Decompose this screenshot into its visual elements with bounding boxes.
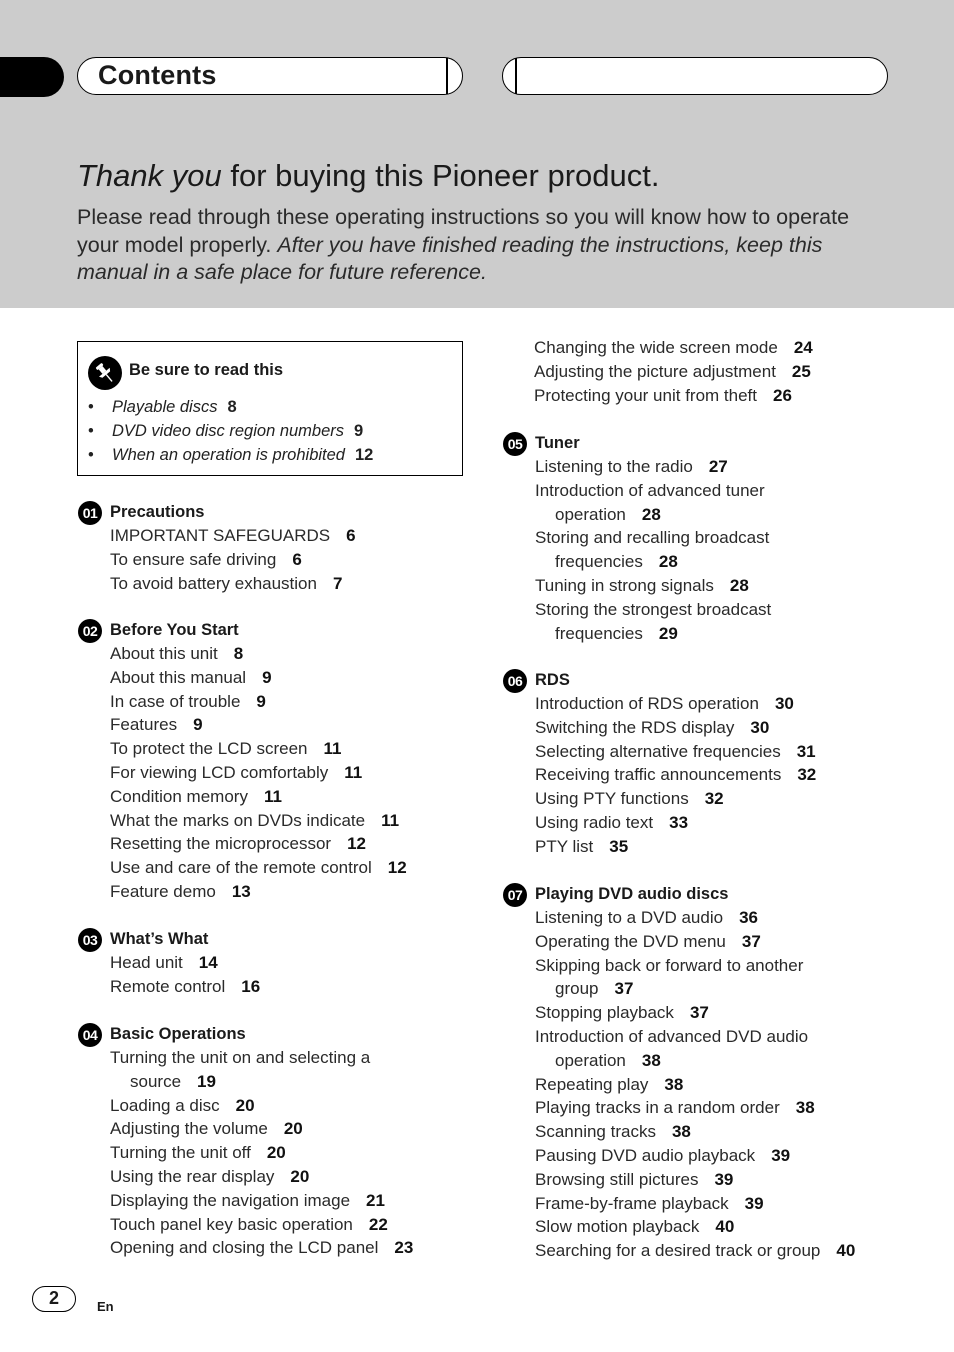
page-ref: 31 <box>796 741 816 761</box>
toc-entry[interactable] <box>503 763 816 787</box>
toc-entry-text: Operating the DVD menu <box>535 931 726 951</box>
section-title: Precautions <box>110 503 205 521</box>
toc-entry-text: Introduction of advanced DVD audio <box>535 1026 809 1046</box>
page-ref: 38 <box>795 1098 815 1118</box>
toc-entry[interactable] <box>78 832 407 856</box>
toc-entry[interactable] <box>503 716 816 740</box>
toc-entry[interactable] <box>503 479 771 503</box>
page-ref: 37 <box>614 979 634 999</box>
page-ref: 35 <box>609 836 629 856</box>
toc-entry-text: Selecting alternative frequencies <box>535 741 781 761</box>
be-sure-list <box>88 395 373 467</box>
section-title: Before You Start <box>110 621 239 639</box>
toc-entry-text: Use and care of the remote control <box>110 858 372 878</box>
toc-section-03 <box>78 927 260 999</box>
page-ref: 30 <box>774 694 794 713</box>
toc-entry-text: Adjusting the volume <box>110 1119 268 1139</box>
toc-entry-text: Using PTY functions <box>535 789 689 809</box>
page-ref: 32 <box>704 789 724 809</box>
toc-section-02 <box>78 618 407 904</box>
page-ref: 13 <box>231 881 251 901</box>
toc-entry[interactable] <box>503 930 855 954</box>
toc-entry[interactable] <box>503 977 855 1001</box>
toc-entry-text: Features <box>110 715 178 735</box>
section-heading <box>503 668 816 692</box>
toc-entry[interactable] <box>78 690 407 714</box>
toc-entry[interactable] <box>534 336 813 360</box>
page-ref: 11 <box>344 762 363 782</box>
toc-entry-text: About this manual <box>110 667 247 687</box>
toc-entry[interactable] <box>78 713 407 737</box>
page-ref: 11 <box>381 810 400 830</box>
page-ref: 39 <box>771 1145 791 1165</box>
toc-entry-text: Feature demo <box>110 881 216 901</box>
section-number-badge: 03 <box>78 928 102 952</box>
intro-paragraph <box>77 204 892 287</box>
page-ref: 40 <box>836 1241 856 1261</box>
page-number: 2 <box>32 1286 76 1312</box>
toc-entry-text: Using radio text <box>535 812 654 832</box>
toc-entry-text: Turning the unit off <box>110 1143 251 1163</box>
page-ref: 11 <box>323 739 342 759</box>
toc-entry-text: Protecting your unit from theft <box>534 385 757 405</box>
toc-entry[interactable] <box>503 1049 855 1073</box>
page-ref: 37 <box>741 931 761 951</box>
page-ref: 12 <box>354 446 374 464</box>
headline-rest: for buying this Pioneer product. <box>221 158 660 193</box>
toc-entry-text: Frame-by-frame playback <box>535 1193 729 1213</box>
page-ref: 19 <box>197 1071 216 1091</box>
toc-entry[interactable] <box>503 1073 855 1097</box>
toc-entry[interactable] <box>503 811 816 835</box>
toc-entry[interactable] <box>78 1141 413 1165</box>
toc-entry[interactable] <box>503 1001 855 1025</box>
contents-title: Contents <box>98 60 217 90</box>
toc-entry-text: To ensure safe driving <box>110 549 277 569</box>
page-ref: 24 <box>793 338 813 357</box>
page-ref: 11 <box>263 786 282 806</box>
toc-entry-text: Slow motion playback <box>535 1217 700 1237</box>
page-ref: 9 <box>354 422 364 440</box>
title-box-divider <box>446 58 448 94</box>
page-ref: 28 <box>658 552 678 572</box>
page-ref: 6 <box>346 526 356 545</box>
page-ref: 8 <box>233 644 244 663</box>
toc-section-01 <box>78 500 356 595</box>
toc-entry[interactable] <box>503 503 771 527</box>
section-number-badge: 04 <box>78 1023 102 1047</box>
toc-entry-text: Opening and closing the LCD panel <box>110 1238 379 1258</box>
page-ref: 30 <box>750 717 770 737</box>
section-number-badge: 01 <box>78 501 102 525</box>
page-ref: 21 <box>366 1190 385 1210</box>
toc-entry[interactable] <box>78 524 356 548</box>
contents-title-box <box>77 57 463 95</box>
toc-entry-text: Touch panel key basic operation <box>110 1214 353 1234</box>
toc-entry[interactable] <box>78 737 407 761</box>
headline <box>77 158 659 194</box>
language-code: En <box>97 1299 114 1314</box>
toc-entry-text: IMPORTANT SAFEGUARDS <box>110 526 331 545</box>
toc-entry-text: operation <box>555 1050 626 1070</box>
toc-entry-text: Listening to the radio <box>535 457 693 476</box>
page-ref: 26 <box>773 385 792 405</box>
toc-entry-text: Head unit <box>110 953 183 972</box>
page-ref: 20 <box>283 1119 303 1139</box>
page-ref: 29 <box>658 623 678 643</box>
toc-section-continued <box>534 336 813 407</box>
page-ref: 9 <box>256 691 266 711</box>
section-title: RDS <box>535 671 570 689</box>
toc-entry[interactable] <box>503 1168 855 1192</box>
bullet-icon: • <box>88 446 94 464</box>
toc-entry[interactable] <box>503 574 771 598</box>
toc-entry[interactable] <box>503 906 855 930</box>
be-sure-item <box>88 395 373 419</box>
toc-section-06 <box>503 668 816 859</box>
section-number-badge: 07 <box>503 883 527 907</box>
toc-entry[interactable] <box>503 1120 855 1144</box>
toc-entry-text: Changing the wide screen mode <box>534 338 778 357</box>
toc-entry-text: Turning the unit on and selecting a <box>110 1048 371 1067</box>
toc-entry-text: operation <box>555 504 626 524</box>
page-ref: 12 <box>387 858 407 878</box>
toc-entry-text: Switching the RDS display <box>535 717 735 737</box>
title-box-divider <box>515 58 517 94</box>
toc-entry[interactable] <box>78 975 260 999</box>
section-number-badge: 06 <box>503 669 527 693</box>
section-number-badge: 05 <box>503 432 527 456</box>
page-ref: 38 <box>671 1122 691 1142</box>
toc-entry-text: PTY list <box>535 836 594 856</box>
be-sure-item <box>88 419 373 443</box>
toc-entry-text: In case of trouble <box>110 691 241 711</box>
section-heading <box>78 618 407 642</box>
toc-entry[interactable] <box>503 1144 855 1168</box>
toc-entry[interactable] <box>503 598 771 622</box>
toc-entry[interactable] <box>78 880 407 904</box>
page-ref: 20 <box>235 1095 255 1115</box>
page-ref: 28 <box>729 575 749 595</box>
be-sure-item <box>88 443 373 467</box>
page-ref: 28 <box>641 504 661 524</box>
toc-entry-text: What the marks on DVDs indicate <box>110 810 366 830</box>
headline-italic: Thank you <box>77 158 222 193</box>
toc-entry-text: Tuning in strong signals <box>535 575 714 595</box>
toc-entry-text: Repeating play <box>535 1074 649 1094</box>
toc-entry-text: frequencies <box>555 552 643 572</box>
toc-entry-text: group <box>555 979 599 999</box>
be-sure-item-text: DVD video disc region numbers <box>112 422 345 440</box>
toc-entry[interactable] <box>503 1215 855 1239</box>
section-heading <box>503 431 771 455</box>
toc-entry[interactable] <box>78 809 407 833</box>
toc-entry[interactable] <box>78 1117 413 1141</box>
page-ref: 7 <box>332 573 343 593</box>
be-sure-item-text: Playable discs <box>112 398 218 416</box>
toc-entry-text: Introduction of RDS operation <box>535 694 759 713</box>
toc-entry-text: Introduction of advanced tuner <box>535 480 765 500</box>
intro-italic: After you have finished reading the instructions, keep this manual in a safe place for future reference. <box>77 232 823 284</box>
page-ref: 14 <box>198 953 218 972</box>
toc-entry[interactable] <box>78 785 407 809</box>
toc-section-07 <box>503 882 855 1263</box>
section-heading <box>78 1022 413 1046</box>
page-ref: 8 <box>227 398 237 416</box>
toc-entry[interactable] <box>78 642 407 666</box>
toc-entry-text: Searching for a desired track or group <box>535 1241 821 1261</box>
toc-entry[interactable] <box>78 951 260 975</box>
toc-entry[interactable] <box>78 666 407 690</box>
section-tab-marker <box>0 57 64 97</box>
toc-entry-text: Loading a disc <box>110 1095 220 1115</box>
toc-entry-text: Browsing still pictures <box>535 1169 699 1189</box>
section-title: Basic Operations <box>110 1025 246 1043</box>
toc-entry-text: Playing tracks in a random order <box>535 1098 780 1118</box>
toc-entry[interactable] <box>78 761 407 785</box>
toc-section-05 <box>503 431 771 645</box>
toc-section-04 <box>78 1022 413 1260</box>
toc-entry-text: Displaying the navigation image <box>110 1190 351 1210</box>
toc-entry[interactable] <box>78 548 356 572</box>
toc-entry[interactable] <box>78 1165 413 1189</box>
section-heading <box>78 927 260 951</box>
page-ref: 22 <box>368 1214 388 1234</box>
toc-entry[interactable] <box>503 1096 855 1120</box>
toc-entry-text: About this unit <box>110 644 218 663</box>
be-sure-box <box>77 341 463 476</box>
be-sure-title: Be sure to read this <box>129 361 284 379</box>
toc-entry[interactable] <box>503 622 771 646</box>
toc-entry-text: source <box>130 1071 182 1091</box>
toc-entry[interactable] <box>78 1070 413 1094</box>
toc-entry-text: Skipping back or forward to another <box>535 955 804 975</box>
page-ref: 32 <box>797 765 817 785</box>
page-ref: 39 <box>744 1193 764 1213</box>
toc-entry-text: Scanning tracks <box>535 1122 656 1142</box>
toc-entry[interactable] <box>503 1025 855 1049</box>
toc-entry[interactable] <box>503 692 816 716</box>
toc-entry[interactable] <box>78 1046 413 1070</box>
toc-entry[interactable] <box>503 455 771 479</box>
toc-entry[interactable] <box>78 1213 413 1237</box>
toc-entry-text: frequencies <box>555 623 643 643</box>
page-ref: 16 <box>241 976 261 996</box>
page-ref: 36 <box>739 908 758 927</box>
toc-entry[interactable] <box>78 1236 413 1260</box>
page-ref: 9 <box>262 667 272 687</box>
toc-entry[interactable] <box>78 856 407 880</box>
toc-entry-text: To protect the LCD screen <box>110 739 308 759</box>
page-ref: 38 <box>641 1050 661 1070</box>
toc-entry[interactable] <box>503 954 855 978</box>
toc-entry-text: Listening to a DVD audio <box>535 908 724 927</box>
toc-entry-text: Stopping playback <box>535 1003 674 1023</box>
section-heading <box>503 882 855 906</box>
page-ref: 6 <box>292 549 302 569</box>
toc-entry[interactable] <box>503 550 771 574</box>
blank-title-box <box>502 57 888 95</box>
toc-entry[interactable] <box>503 787 816 811</box>
toc-entry-text: For viewing LCD comfortably <box>110 762 329 782</box>
toc-entry-text: To avoid battery exhaustion <box>110 573 317 593</box>
intro-plain: Please read through these operating instructions so you will know how to operate your model properly. <box>77 205 850 257</box>
toc-entry-text: Resetting the microprocessor <box>110 834 332 854</box>
toc-entry-text: Storing and recalling broadcast <box>535 528 770 548</box>
page-ref: 25 <box>791 361 811 381</box>
section-title: Playing DVD audio discs <box>535 885 729 903</box>
toc-entry-text: Condition memory <box>110 786 248 806</box>
be-sure-item-text: When an operation is prohibited <box>112 446 345 464</box>
page-ref: 20 <box>266 1143 286 1163</box>
toc-entry[interactable] <box>503 526 771 550</box>
page-ref: 40 <box>715 1217 735 1237</box>
page-ref: 20 <box>290 1166 310 1186</box>
toc-entry-text: Pausing DVD audio playback <box>535 1145 756 1165</box>
page-ref: 9 <box>193 715 203 735</box>
section-number-badge: 02 <box>78 619 102 643</box>
page-ref: 39 <box>714 1169 734 1189</box>
bullet-icon: • <box>88 398 94 416</box>
toc-entry-text: Storing the strongest broadcast <box>535 599 772 619</box>
pushpin-icon <box>88 356 122 390</box>
toc-entry[interactable] <box>78 1094 413 1118</box>
page-ref: 37 <box>689 1003 709 1023</box>
toc-entry-text: Remote control <box>110 976 226 996</box>
toc-entry[interactable] <box>78 1189 413 1213</box>
toc-entry-text: Adjusting the picture adjustment <box>534 361 776 381</box>
toc-entry[interactable] <box>534 384 813 408</box>
toc-entry[interactable] <box>503 835 816 859</box>
page-ref: 27 <box>708 457 728 476</box>
toc-entry[interactable] <box>503 1192 855 1216</box>
toc-entry-text: Using the rear display <box>110 1166 275 1186</box>
toc-entry[interactable] <box>78 572 356 596</box>
section-heading <box>78 500 356 524</box>
page-ref: 38 <box>664 1074 684 1094</box>
toc-entry[interactable] <box>534 360 813 384</box>
page-ref: 23 <box>394 1238 414 1258</box>
toc-entry-text: Receiving traffic announcements <box>535 765 782 785</box>
section-title: Tuner <box>535 434 580 452</box>
toc-entry[interactable] <box>503 740 816 764</box>
section-title: What’s What <box>110 930 209 948</box>
page-ref: 33 <box>669 812 689 832</box>
toc-entry[interactable] <box>503 1239 855 1263</box>
bullet-icon: • <box>88 422 94 440</box>
page-ref: 12 <box>347 834 367 854</box>
